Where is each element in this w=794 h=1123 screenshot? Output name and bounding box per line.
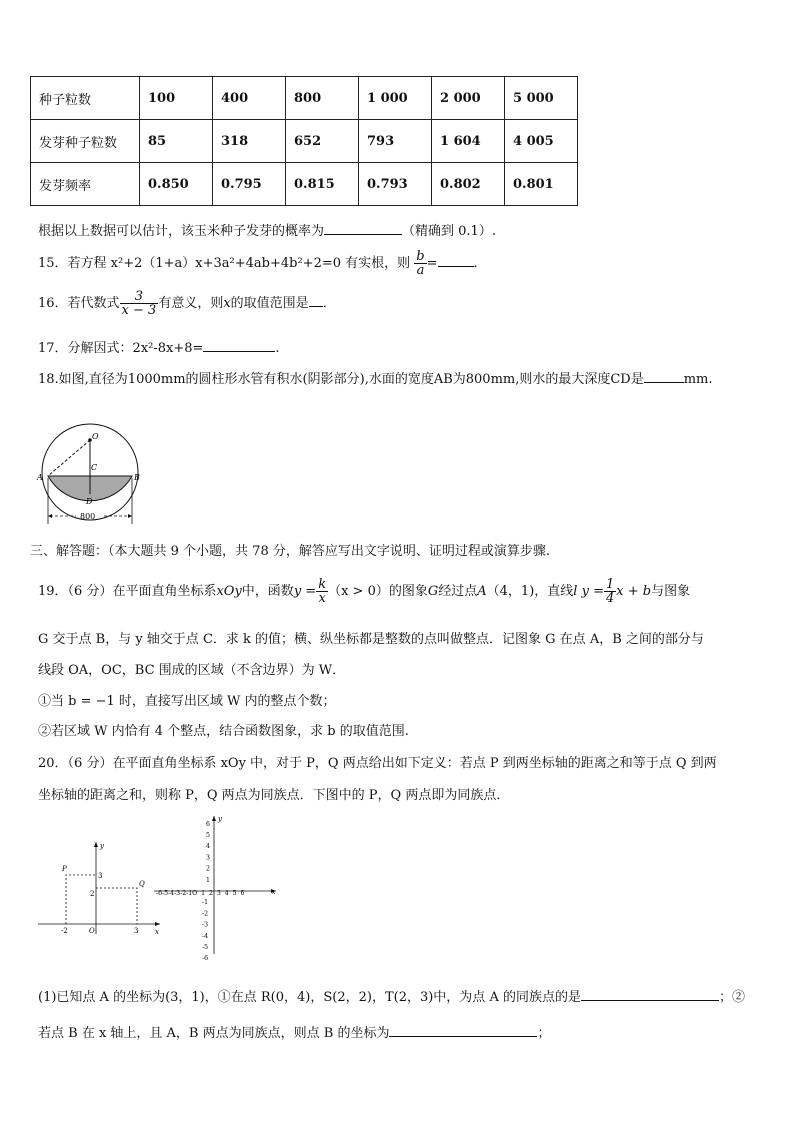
y-tick-label: -4 [202, 932, 209, 940]
q19-line-1 [38, 578, 690, 605]
label-o: O [92, 432, 99, 441]
t: （4，1)，直线 [486, 584, 574, 599]
period: ． [473, 256, 487, 271]
t: 19．（6 分）在平面直角坐标系 [38, 584, 217, 599]
question-15 [38, 250, 487, 277]
t: A [477, 584, 487, 599]
y-label: y [100, 842, 104, 850]
denominator: x − 3 [121, 303, 157, 318]
table-cell: 5 000 [505, 77, 578, 120]
question-16 [38, 290, 336, 317]
numerator: b [416, 249, 425, 264]
period: . [275, 341, 280, 356]
t: 若点 B 在 x 轴上，且 A，B 两点为同族点，则点 B 的坐标为 [38, 1026, 390, 1041]
y-tick-label: -2 [202, 910, 209, 918]
q20-line-2 [38, 784, 509, 803]
t: l [573, 584, 578, 599]
section-3-heading [30, 540, 550, 559]
answer-blank[interactable] [389, 1024, 537, 1037]
tick-x3: 3 [134, 927, 139, 935]
q20-line-3 [38, 986, 745, 1005]
denominator: 4 [605, 591, 615, 606]
y-tick-label: -1 [202, 899, 209, 907]
answer-blank[interactable] [309, 294, 323, 307]
q19-line-4 [38, 690, 336, 709]
q16-text-2: 有意义，则 [158, 296, 224, 311]
fraction-3-over-x-3 [120, 290, 159, 317]
label-q: Q [139, 880, 145, 888]
tick-3: 3 [98, 872, 103, 880]
label-origin: O [89, 927, 95, 935]
answer-blank[interactable] [324, 222, 402, 235]
q19-line-3 [38, 659, 345, 678]
q16-text-3: 的取值范围是 [230, 296, 309, 311]
table-cell: 793 [359, 120, 432, 163]
table-cell: 100 [140, 77, 213, 120]
fig-blank-axes [150, 812, 280, 963]
table-cell: 1 604 [432, 120, 505, 163]
question-18 [38, 368, 713, 387]
q20-line-4 [38, 1022, 550, 1041]
t: 的图象 [388, 584, 428, 599]
t: 经过点 [438, 584, 478, 599]
q19-line-2 [38, 628, 704, 647]
table-cell: 0.850 [140, 163, 213, 206]
row-label: 种子粒数 [31, 77, 140, 120]
y-tick-label: -6 [202, 955, 209, 963]
pipe-figure [30, 420, 150, 532]
label-b: B [134, 473, 140, 482]
row-label: 发芽种子粒数 [31, 120, 140, 163]
y-tick-label: 6 [206, 820, 210, 828]
numerator: 3 [120, 290, 159, 304]
section-3-text: 三、解答题：（本大题共 9 个小题，共 78 分，解答应写出文字说明、证明过程或演算步骤. [30, 544, 550, 559]
variable-x: x [223, 296, 231, 311]
t: （x > 0） [328, 584, 389, 599]
row-label: 发芽频率 [31, 163, 140, 206]
q14-note: （精确到 0.1）. [402, 224, 496, 239]
t: 20．（6 分）在平面直角坐标系 xOy 中，对于 P，Q 两点给出如下定义：若点 P 到两坐标轴的距离之和等于点 Q 到两 [38, 756, 717, 771]
label-p: P [62, 865, 67, 873]
table-cell: 400 [213, 77, 286, 120]
fraction-1-over-4 [604, 578, 616, 605]
y-tick-label: 1 [206, 876, 210, 884]
equals: = [426, 256, 438, 271]
answer-blank[interactable] [581, 988, 719, 1001]
q17-text: 17．分解因式：2x²-8x+8= [38, 341, 204, 356]
y-tick-label: 5 [206, 832, 210, 839]
table-cell: 1 000 [359, 77, 432, 120]
seed-table [30, 76, 578, 206]
label-c: C [91, 463, 98, 472]
answer-blank[interactable] [203, 339, 275, 352]
tick-2: 2 [90, 890, 95, 898]
table-row [31, 163, 578, 206]
table-cell: 0.801 [505, 163, 578, 206]
tick-neg2: -2 [61, 927, 68, 935]
answer-blank[interactable] [438, 254, 474, 267]
label-a: A [37, 473, 43, 482]
table-cell: 318 [213, 120, 286, 163]
numerator: 1 [605, 577, 615, 592]
table-cell: 652 [286, 120, 359, 163]
q-guides [96, 888, 137, 924]
q19-line-5 [38, 720, 409, 739]
x-label: x [272, 889, 276, 896]
y-tick-label: 2 [206, 865, 210, 873]
t: G [427, 584, 439, 599]
table-cell: 0.815 [286, 163, 359, 206]
y-label: y [218, 815, 222, 823]
numerator: k [318, 577, 327, 592]
q20-line-1 [38, 752, 717, 771]
t: x + b [616, 584, 652, 599]
label-d: D [86, 497, 93, 506]
line-oa [48, 440, 90, 476]
q14-text: 根据以上数据可以估计，该玉米种子发芽的概率为 [38, 224, 325, 239]
t: ①当 b = −1 时，直接写出区域 W 内的整点个数； [38, 694, 336, 709]
t: y = [581, 584, 604, 599]
question-17 [38, 337, 280, 356]
t: 中，函数 [241, 584, 294, 599]
table-cell: 0.802 [432, 163, 505, 206]
table-cell: 85 [140, 120, 213, 163]
table-cell: 2 000 [432, 77, 505, 120]
denominator: x [318, 591, 326, 606]
t: y = [293, 584, 317, 599]
period: ． [322, 296, 336, 311]
x-label: x [155, 928, 159, 936]
fraction-b-over-a [414, 250, 426, 277]
y-arrow [212, 816, 216, 821]
fig-pq-example [36, 838, 166, 938]
table-cell: 0.793 [359, 163, 432, 206]
answer-blank[interactable] [644, 370, 684, 383]
t: 与图象 [651, 584, 691, 599]
t: 坐标轴的距离之和，则称 P，Q 两点为同族点．下图中的 P，Q 两点即为同族点． [38, 788, 510, 803]
t: 线段 OA，OC，BC 围成的区域（不含边界）为 W． [38, 663, 346, 678]
y-tick-label: 3 [206, 854, 210, 862]
t: xOy [216, 584, 242, 599]
denominator: a [416, 263, 425, 278]
table-cell: 4 005 [505, 120, 578, 163]
t: G 交于点 B，与 y 轴交于点 C．求 k 的值；横、纵坐标都是整数的点叫做整点．记图象 G 在点 A，B 之间的部分与 [38, 632, 704, 647]
label-800: 800 [80, 512, 96, 521]
q18-text: 18.如图,直径为1000mm的圆柱形水管有积水(阴影部分),水面的宽度AB为800mm,则水的最大深度CD是 [38, 372, 644, 387]
x-ticks: -6-5-4-3-2-1O 1 2 3 4 5 6 [156, 890, 245, 897]
q16-text: 16．若代数式 [38, 296, 120, 311]
t: (1)已知点 A 的坐标为(3，1)，①在点 R(0，4)，S(2，2)，T(2，3)中，为点 A 的同族点的是 [38, 990, 581, 1005]
y-tick-label: -5 [202, 944, 209, 951]
q18-unit: mm. [683, 372, 713, 387]
table-row [31, 120, 578, 163]
table-cell: 0.795 [213, 163, 286, 206]
y-tick-label: 4 [206, 843, 210, 851]
t: ；② [718, 990, 745, 1005]
table-row [31, 77, 578, 120]
t: ； [537, 1026, 551, 1041]
table-cell: 800 [286, 77, 359, 120]
y-arrow [94, 842, 98, 847]
fraction-k-over-x [316, 578, 328, 605]
q15-text: 15．若方程 x²+2（1+a）x+3a²+4ab+4b²+2=0 有实根，则 [38, 256, 411, 271]
p-guides [66, 875, 96, 924]
t: ②若区域 W 内恰有 4 个整点，结合函数图象，求 b 的取值范围. [38, 724, 409, 739]
q14-tail [38, 220, 496, 239]
y-tick-label: -3 [202, 921, 209, 929]
